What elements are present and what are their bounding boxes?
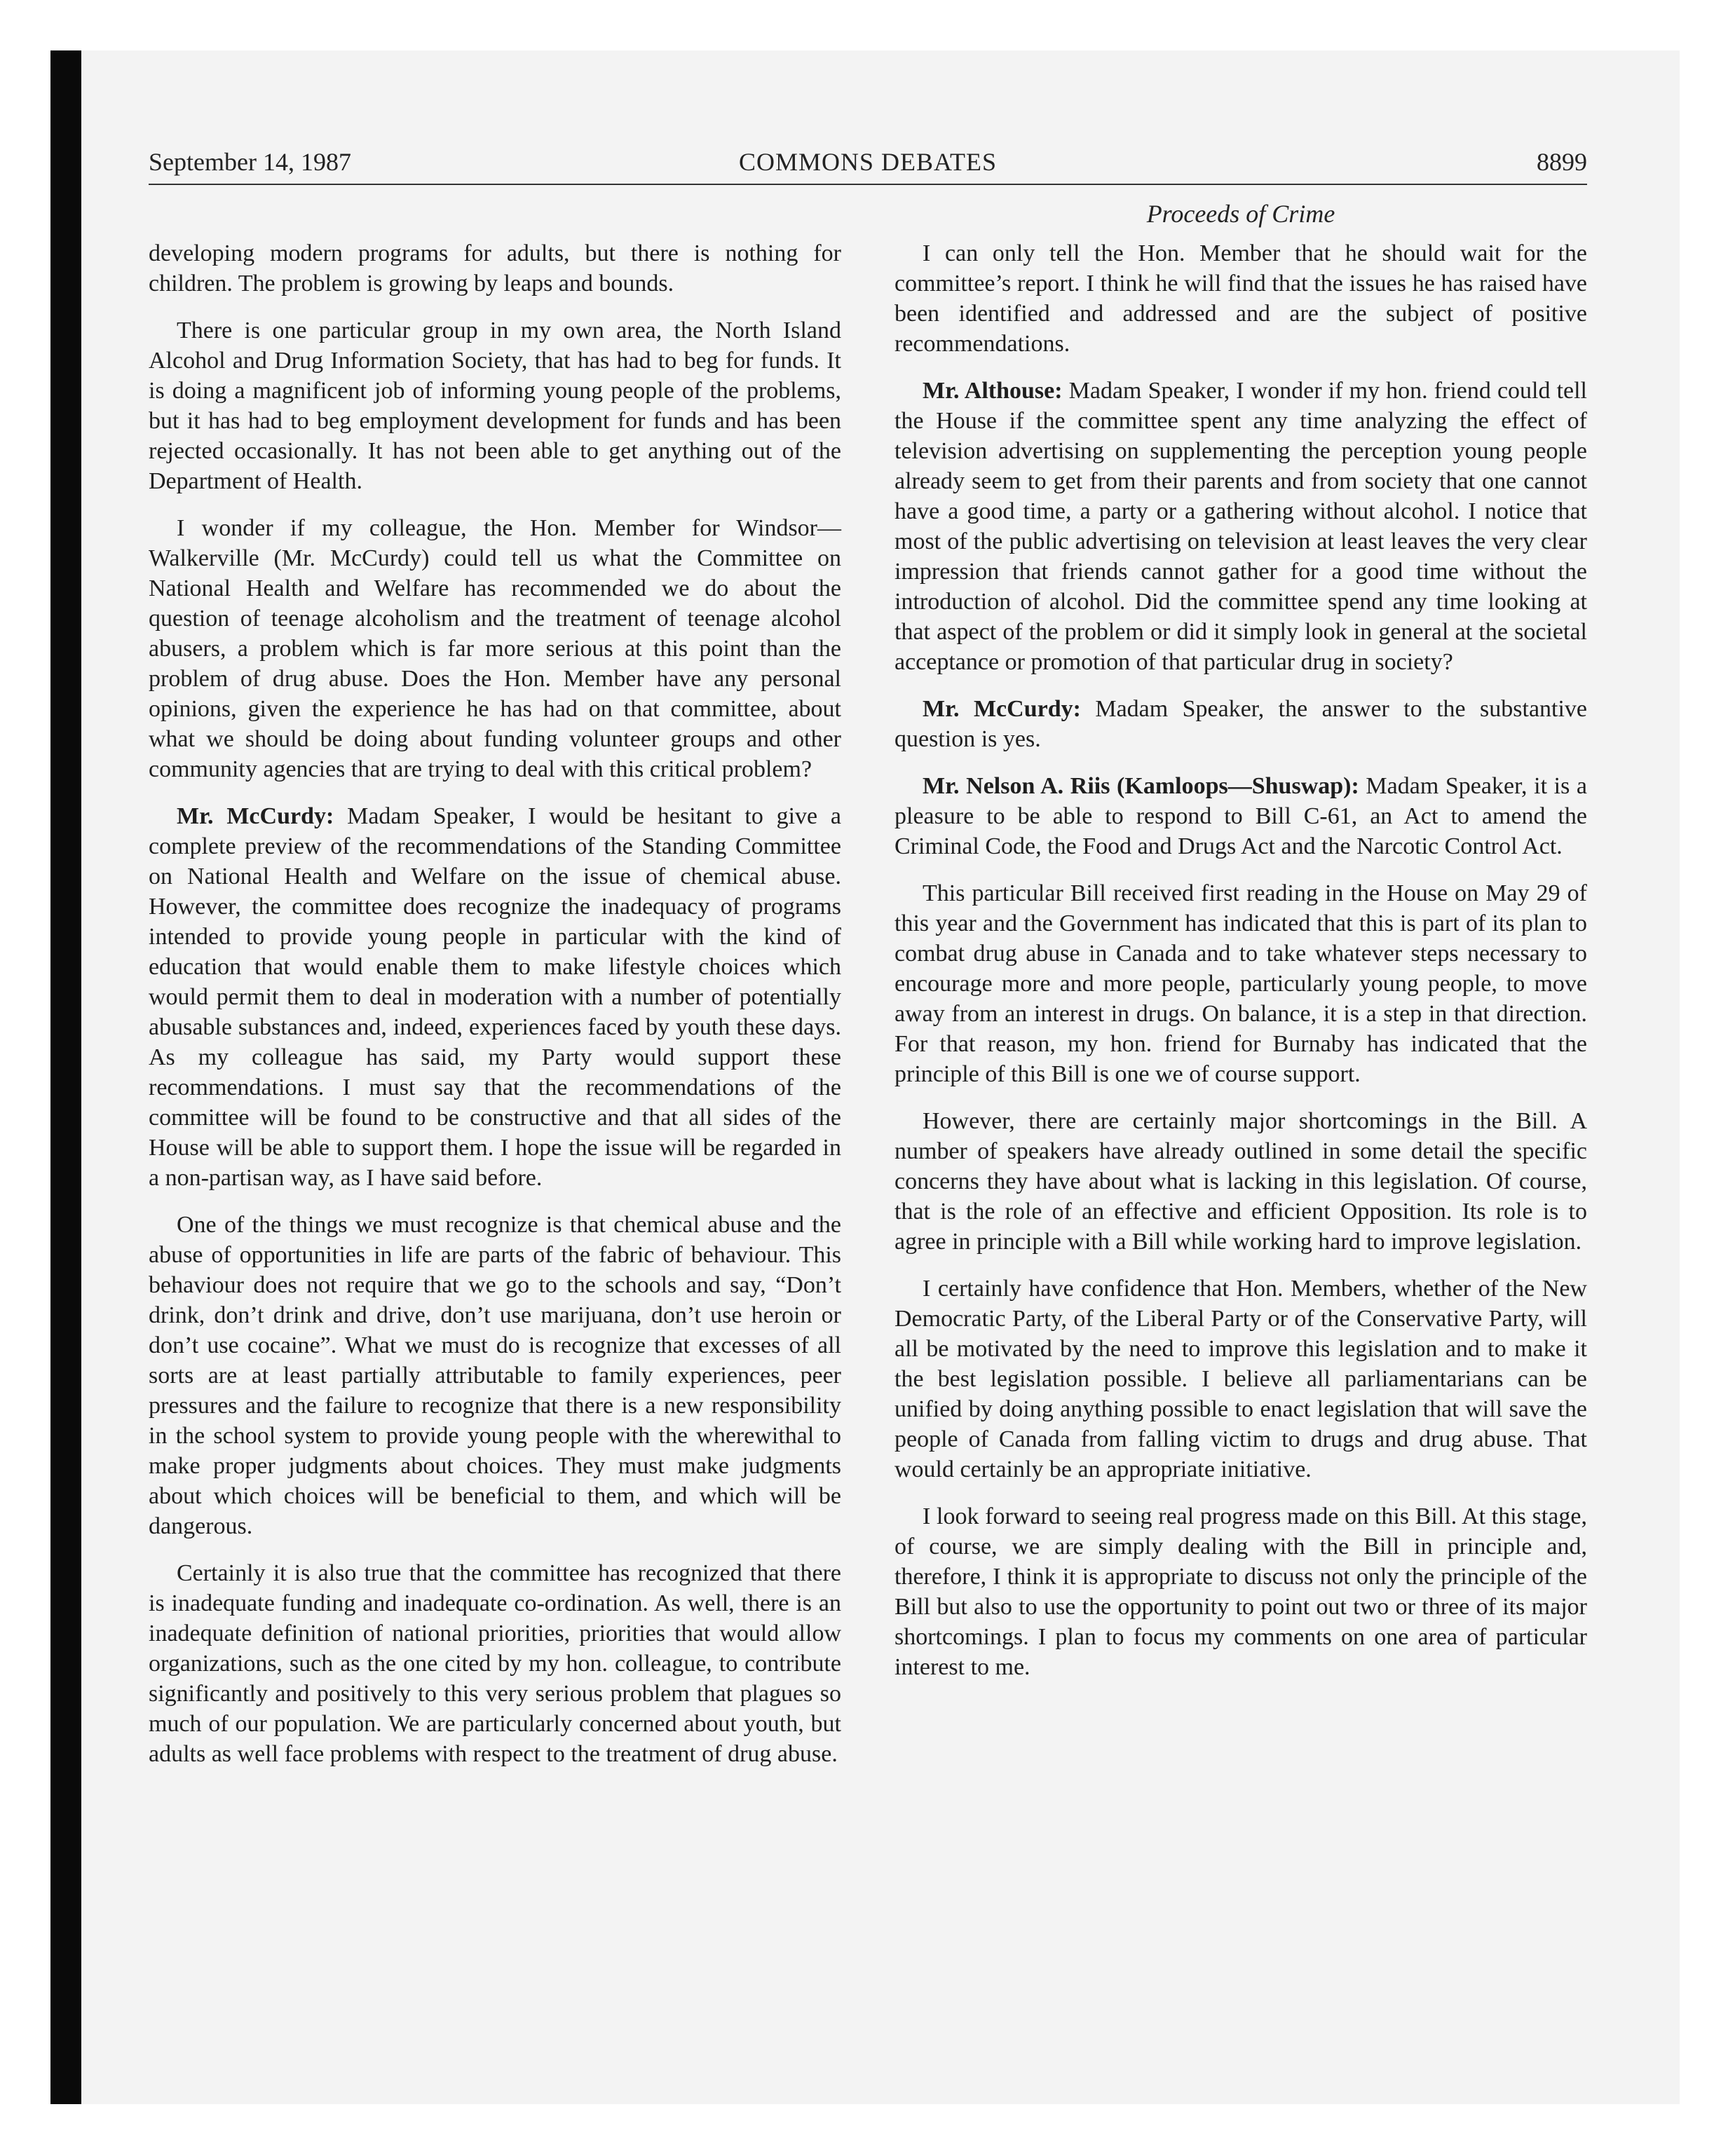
paragraph xyxy=(894,878,1587,1089)
speaker-name: Mr. Althouse: xyxy=(923,378,1063,404)
paragraph xyxy=(149,1558,841,1769)
paragraph xyxy=(894,1274,1587,1485)
paragraph-text: Madam Speaker, the answer to the substantive question is yes. xyxy=(894,696,1588,752)
paragraph-text: Madam Speaker, I would be hesitant to give a complete preview of the recommendations of the Standing Committee on National Health and Welfare on the issue of chemical abuse. However, the committee does recognize the inadequacy of programs intended to provide young people in particular with the kind of education that would enable them to make lifestyle choices which would permit them to deal in moderation with a number of potentially abusable substances and, indeed, experiences faced by youth these days. As my colleague has said, my Party would support these recommendations. I must say that the recommendations of the committee will be found to be constructive and that all sides of the House will be able to support them. I hope the issue will be regarded in a non-partisan way, as I have said before. xyxy=(149,803,842,1191)
running-head xyxy=(149,147,1587,184)
speaker-name: Mr. McCurdy: xyxy=(177,803,334,829)
speaker-name: Mr. McCurdy: xyxy=(923,696,1081,722)
paragraph-text: I can only tell the Hon. Member that he should wait for the committee’s report. I think he will find that the issues he has raised have been identified and addressed and are the subject of positive recommendations. xyxy=(894,240,1587,357)
paragraph-text: Certainly it is also true that the committee has recognized that there is inadequate funding and inadequate co-ordination. As well, there is an inadequate definition of national priorities, priorities that would allow organizations, such as the one cited by my hon. colleague, to contribute significantly and positively to this very serious problem that plagues so much of our population. We are particularly concerned about youth, but adults as well face problems with respect to the treatment of drug abuse. xyxy=(149,1560,841,1767)
paragraph-text: developing modern programs for adults, but there is nothing for children. The problem is growing by leaps and bounds. xyxy=(149,240,841,296)
paragraph-text: This particular Bill received first reading in the House on May 29 of this year and the Government has indicated that this is part of its plan to combat drug abuse in Canada and to take whatever steps necessary to encourage more and more people, particularly young people, to move away from an interest in drugs. On balance, it is a step in that direction. For that reason, my hon. friend for Burnaby has indicated that the principle of this Bill is one we of course support. xyxy=(894,880,1587,1087)
paragraph-text: However, there are certainly major shortcomings in the Bill. A number of speakers have already outlined in some detail the specific concerns they have about what is lacking in this legislation. Of course, that is the role of an effective and efficient Opposition. Its role is to agree in principle with a Bill while working hard to improve legislation. xyxy=(894,1108,1587,1255)
paragraph-text: Madam Speaker, it is a pleasure to be able to respond to Bill C-61, an Act to amend the Criminal Code, the Food and Drugs Act and the Narcotic Control Act. xyxy=(894,773,1587,859)
paragraph xyxy=(894,238,1587,359)
speaker-name: Mr. Nelson A. Riis (Kamloops—Shuswap): xyxy=(923,773,1359,799)
paragraph-text: One of the things we must recognize is that chemical abuse and the abuse of opportunities in life are parts of the fabric of behaviour. This behaviour does not require that we go to the schools and say, “Don’t drink, don’t drink and drive, don’t use marijuana, don’t use heroin or don’t use cocaine”. What we must do is recognize that excesses of all sorts are at least partially attributable to family experiences, peer pressures and the failure to recognize that there is a new responsibility in the school system to provide young people with the wherewithal to make proper judgments about choices. They must make judgments about which choices will be beneficial to them, and which will be dangerous. xyxy=(149,1212,841,1539)
paragraph xyxy=(894,1106,1587,1257)
paragraph xyxy=(894,376,1587,677)
header-date: September 14, 1987 xyxy=(149,148,351,176)
paragraph xyxy=(894,694,1587,754)
paragraph xyxy=(894,1501,1587,1682)
right-column xyxy=(894,238,1587,1699)
paragraph xyxy=(149,801,841,1193)
paragraph xyxy=(894,771,1587,861)
paragraph-text: I certainly have confidence that Hon. Members, whether of the New Democratic Party, of the Liberal Party or of the Conservative Party, will all be motivated by the need to improve this legislation and to make it the best legislation possible. I believe all parliamentarians can be unified by doing anything possible to enact legislation that will save the people of Canada from falling victim to drugs and drug abuse. That would certainly be an appropriate initiative. xyxy=(894,1276,1587,1482)
paragraph xyxy=(149,315,841,496)
header-title: COMMONS DEBATES xyxy=(738,148,998,176)
paragraph-text: There is one particular group in my own area, the North Island Alcohol and Drug Information Society, that has had to beg for funds. It is doing a magnificent job of informing young people of the problems, but it has had to beg employment development for funds and has been rejected occasionally. It has not been able to get anything out of the Department of Health. xyxy=(149,318,841,494)
section-title: Proceeds of Crime xyxy=(1146,200,1335,228)
header-rule xyxy=(149,184,1587,185)
scan-edge xyxy=(50,50,81,2104)
paragraph-text: I look forward to seeing real progress made on this Bill. At this stage, of course, we are simply dealing with the Bill in principle and, therefore, I think it is appropriate to discuss not only the principle of the Bill but also to use the opportunity to point out two or three of its major shortcomings. I plan to focus my comments on one area of particular interest to me. xyxy=(894,1503,1587,1680)
paragraph-text: Madam Speaker, I wonder if my hon. friend could tell the House if the committee spent any time analyzing the effect of television advertising on supplementing the perception young people already seem to get from their parents and from society that one cannot have a good time, a party or a gathering without alcohol. I notice that most of the public advertising on television at least leaves the very clear impression that friends cannot gather for a good time without the introduction of alcohol. Did the committee spend any time looking at that aspect of the problem or did it simply look in general at the societal acceptance or promotion of that particular drug in society? xyxy=(894,378,1587,675)
left-column xyxy=(149,238,841,1786)
document-page xyxy=(81,50,1680,2104)
paragraph xyxy=(149,513,841,784)
paragraph-text: I wonder if my colleague, the Hon. Member for Windsor—Walkerville (Mr. McCurdy) could tell us what the Committee on National Health and Welfare has recommended we do about the question of teenage alcoholism and the treatment of teenage alcohol abusers, a problem which is far more serious at this point than the problem of drug abuse. Does the Hon. Member have any personal opinions, given the experience he has had on that committee, about what we should be doing about funding volunteer groups and other community agencies that are trying to deal with this critical problem? xyxy=(149,515,841,782)
paragraph xyxy=(149,1210,841,1541)
paragraph xyxy=(149,238,841,299)
header-page-number: 8899 xyxy=(1537,148,1587,176)
